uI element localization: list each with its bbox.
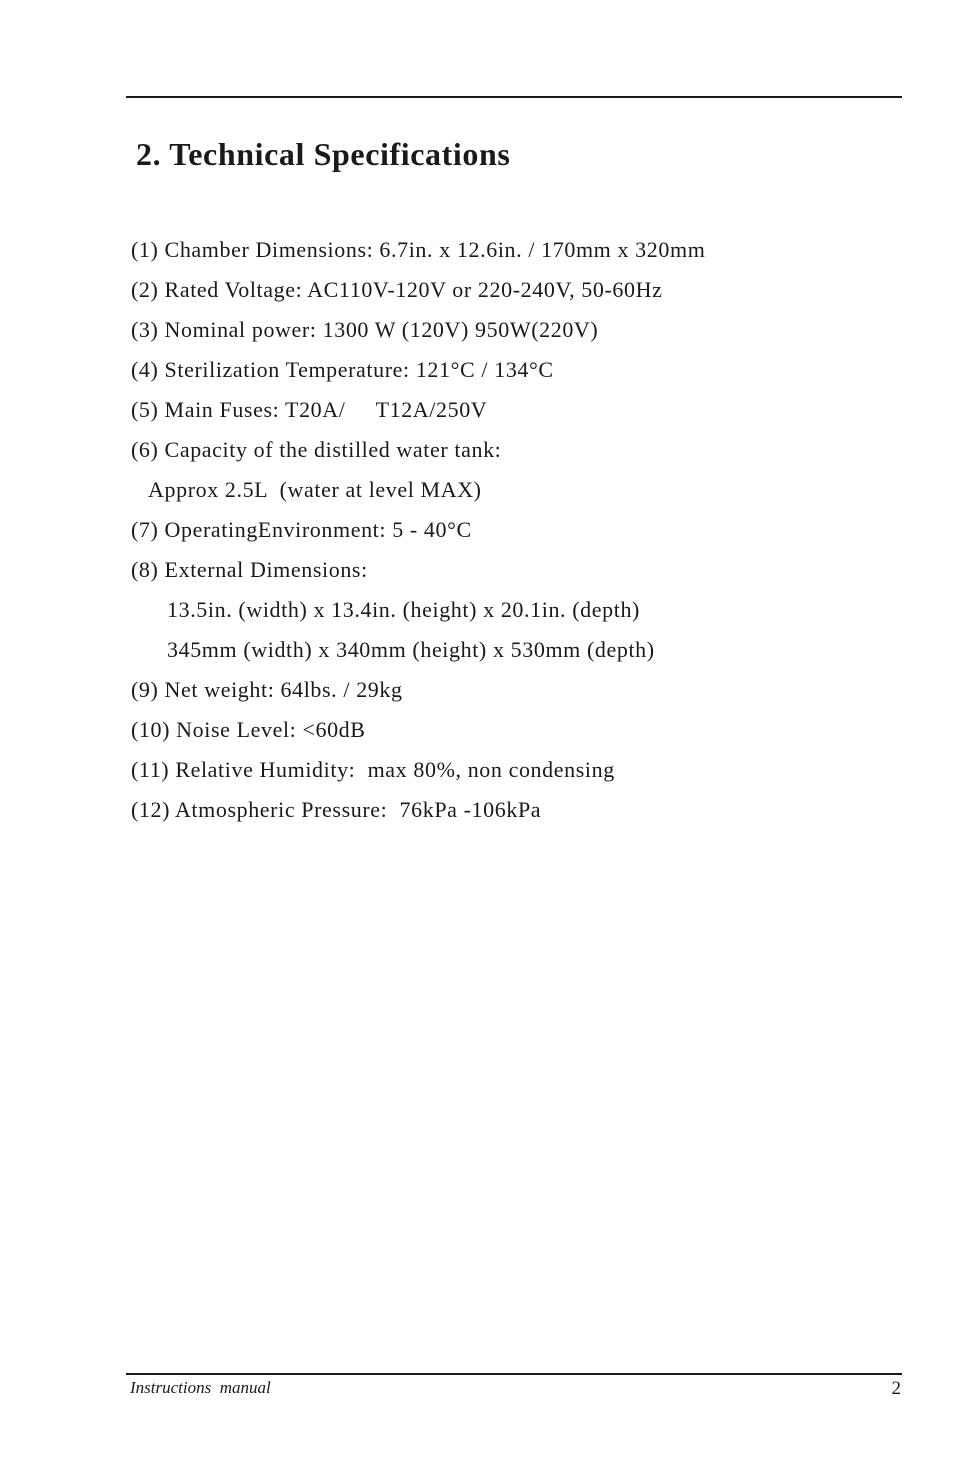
spec-operating-environment: (7) OperatingEnvironment: 5 - 40°C <box>131 517 472 542</box>
spec-external-dimensions: (8) External Dimensions: <box>131 557 368 582</box>
header-rule <box>126 96 902 98</box>
footer-rule <box>126 1373 902 1375</box>
spec-water-tank-capacity: (6) Capacity of the distilled water tank: <box>131 437 502 462</box>
page-number: 2 <box>891 1378 901 1399</box>
spec-nominal-power: (3) Nominal power: 1300 W (120V) 950W(220V) <box>131 317 599 342</box>
spec-water-tank-capacity-value: Approx 2.5L (water at level MAX) <box>148 477 482 502</box>
footer-manual-label: Instructions manual <box>130 1378 271 1397</box>
spec-chamber-dimensions: (1) Chamber Dimensions: 6.7in. x 12.6in. / 170mm x 320mm <box>131 237 706 262</box>
spec-noise-level: (10) Noise Level: <60dB <box>131 717 366 742</box>
page-title: 2. Technical Specifications <box>136 136 511 172</box>
spec-relative-humidity: (11) Relative Humidity: max 80%, non condensing <box>131 757 615 782</box>
spec-list <box>131 230 705 830</box>
spec-net-weight: (9) Net weight: 64lbs. / 29kg <box>131 677 403 702</box>
spec-rated-voltage: (2) Rated Voltage: AC110V-120V or 220-240V, 50-60Hz <box>131 277 663 302</box>
spec-external-dimensions-metric: 345mm (width) x 340mm (height) x 530mm (depth) <box>167 637 655 662</box>
spec-external-dimensions-imperial: 13.5in. (width) x 13.4in. (height) x 20.1in. (depth) <box>167 597 640 622</box>
spec-atmospheric-pressure: (12) Atmospheric Pressure: 76kPa -106kPa <box>131 797 542 822</box>
spec-sterilization-temperature: (4) Sterilization Temperature: 121°C / 134°C <box>131 357 554 382</box>
spec-main-fuses: (5) Main Fuses: T20A/ T12A/250V <box>131 397 488 422</box>
